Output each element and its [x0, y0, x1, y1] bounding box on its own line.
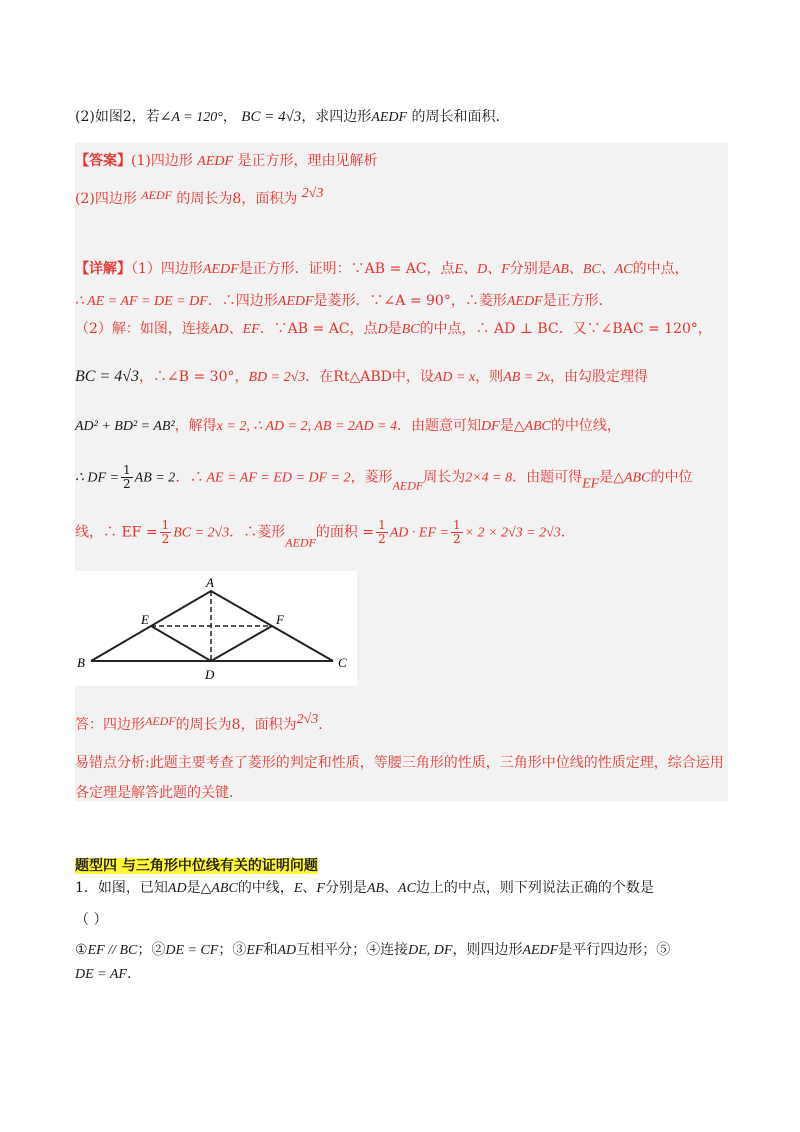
question-text: 、	[302, 880, 317, 896]
label-f: F	[276, 612, 284, 627]
option-text: 是平行四边形；⑤	[558, 942, 671, 958]
detail-text: ．又∵∠BAC = 120°，	[558, 321, 712, 337]
option-text: 互相平分；④连接	[296, 942, 409, 958]
fraction-half	[121, 464, 133, 491]
detail-label: 【详解】	[75, 261, 131, 277]
section-title	[75, 855, 318, 875]
section-heading: 题型四 与三角形中位线有关的证明问题	[75, 858, 318, 874]
question-text: ，求四边形	[301, 109, 372, 125]
triangle-figure	[75, 571, 357, 686]
equation: AD · EF =	[389, 525, 449, 541]
triangle-name: △ABC	[513, 419, 551, 434]
detail-text: 的中位线，	[550, 418, 621, 434]
detail-text: ，∴∠B = 30°，	[139, 369, 249, 385]
segment-name: BC	[401, 322, 420, 337]
detail-line-5	[75, 415, 621, 435]
option-text: 和	[263, 942, 278, 958]
fraction-denominator: 2	[378, 532, 386, 546]
segment-name: AC	[398, 881, 416, 896]
segment-name: AD	[167, 881, 187, 896]
detail-text: 分别是	[509, 261, 552, 277]
equation: AB = 2	[134, 470, 176, 486]
error-analysis-line-1: 易错点分析:此题主要考查了菱形的判定和性质，等腰三角形的性质，三角形中位线的性质定理，综合运用	[75, 755, 724, 771]
question-text: 的中线，	[237, 880, 294, 896]
angle-expression: ∠A = 120°	[159, 110, 223, 125]
fraction-numerator: 1	[123, 463, 131, 477]
pythagoras-equation: AD² + BD² = AB²	[75, 419, 175, 434]
question-text: 1．如图，已知	[75, 880, 168, 896]
detail-text: （1）四边形	[131, 261, 203, 277]
equation: AD = x	[433, 370, 476, 385]
bc-expression: BC = 4√3	[241, 109, 302, 125]
option-text: ；③	[218, 942, 247, 958]
quad-name: AEDF	[506, 294, 543, 309]
triangle-name: △ABC	[200, 881, 238, 896]
bc-expression: BC = 4√3	[75, 368, 140, 385]
answer-text: (2)四边形	[75, 191, 137, 207]
detail-text: ．∴菱形	[229, 524, 286, 541]
area-calc: × 2 × 2√3 = 2√3	[464, 525, 561, 541]
equation: ．∴ AE = AF = ED = DF = 2	[175, 470, 351, 486]
option-expression: EF // BC	[87, 943, 138, 958]
fraction-denominator: 2	[123, 477, 131, 491]
detail-text: 是正方形．证明：∵AB = AC，点	[238, 261, 455, 277]
error-analysis-line-2: 各定理是解答此题的关键.	[75, 785, 234, 801]
detail-text: ，由勾股定理得	[549, 369, 648, 385]
conclusion-text: 的周长为8，面积为	[175, 717, 297, 733]
equation: AB = 2x	[503, 370, 550, 385]
question-text: 的周长和面积.	[411, 109, 500, 125]
answer-line-1	[75, 150, 378, 170]
answer-label: 【答案】	[75, 153, 131, 169]
detail-line-7	[75, 519, 565, 551]
label-e: E	[141, 612, 149, 627]
segment-ed	[151, 626, 211, 661]
segment-name: EF	[582, 476, 600, 492]
quad-name: AEDF	[197, 154, 234, 169]
quad-name: AEDF	[202, 262, 239, 277]
detail-text: ，∴菱形	[450, 293, 507, 309]
fraction-half	[376, 519, 388, 546]
segment-names: DE, DF	[408, 943, 453, 958]
triangle-diagram	[75, 571, 357, 686]
label-d: D	[205, 667, 215, 682]
segment-name: DF	[481, 419, 500, 434]
question-1-stem	[75, 877, 654, 897]
option-text: ；②	[137, 942, 166, 958]
fraction-denominator: 2	[161, 532, 170, 546]
detail-text: 线，∴ EF =	[75, 524, 158, 541]
quad-name: AEDF	[285, 535, 316, 550]
point-name: F	[316, 881, 325, 896]
question-text: 分别是	[324, 880, 367, 896]
answer-line-2	[75, 186, 323, 208]
detail-text: ，则	[475, 369, 504, 385]
conclusion-line	[75, 712, 323, 734]
point-name: D	[377, 322, 388, 337]
equation: BC = 2√3	[173, 525, 230, 541]
quad-name: AEDF	[392, 478, 424, 493]
detail-text: 的中点，	[632, 261, 689, 277]
fraction-numerator: 1	[161, 518, 170, 532]
equation: ∴ AE = AF = DE = DF	[75, 294, 208, 309]
answer-text: (1)四边形	[131, 153, 193, 169]
segment-name: AB	[366, 881, 385, 896]
equation: ∴ DF =	[75, 470, 120, 486]
point-names: E、D、F	[454, 262, 510, 277]
area-value: 2√3	[296, 712, 319, 727]
separator: ，	[222, 109, 237, 125]
options-line-2	[75, 966, 131, 983]
detail-line-1	[75, 258, 689, 278]
segment-name: AD	[277, 943, 297, 958]
perimeter-calc: 2×4 = 8	[465, 470, 513, 486]
question-text: 是	[186, 880, 201, 896]
detail-text: ．由题意可知	[397, 418, 482, 434]
conclusion-text: .	[318, 717, 323, 733]
quad-name: AEDF	[371, 110, 408, 125]
answer-blank: （ ）	[75, 912, 108, 928]
detail-text: .	[560, 524, 566, 541]
options-line-1	[75, 939, 670, 959]
conclusion-text: 答：四边形	[75, 717, 145, 733]
detail-line-6	[75, 464, 692, 494]
option-text: ，则四边形	[452, 942, 523, 958]
option-expression: DE = CF	[165, 943, 219, 958]
detail-line-2	[75, 290, 603, 310]
area-value: 2√3	[301, 186, 324, 201]
fraction-numerator: 1	[378, 518, 386, 532]
quad-name: AEDF	[141, 188, 172, 202]
fraction-half	[160, 519, 172, 546]
bd-expression: BD = 2√3	[248, 370, 306, 385]
detail-text: ．由题可得	[512, 469, 583, 486]
question-part2	[75, 106, 500, 126]
option-text: ①	[75, 942, 88, 958]
solution-values: x = 2, ∴ AD = 2, AB = 2AD = 4	[216, 419, 398, 434]
quad-name: AEDF	[522, 943, 559, 958]
segment-names: AD、EF	[209, 322, 260, 337]
question-text: 边上的中点，则下列说法正确的个数是	[415, 880, 654, 896]
detail-text: 的中位	[650, 469, 693, 486]
detail-text: 是	[599, 469, 614, 486]
question-text: 、	[384, 880, 399, 896]
detail-line-3	[75, 318, 712, 338]
detail-text: 是	[387, 321, 402, 337]
detail-text: ．在Rt△ABD中，设	[305, 369, 434, 385]
triangle-name: △ABC	[613, 470, 651, 486]
detail-text: ，菱形	[350, 469, 393, 486]
point-name: E	[293, 881, 303, 896]
segment-names: AB、BC、AC	[551, 262, 633, 277]
detail-text: ．∵AB = AC，点	[259, 321, 378, 337]
segment-name: EF	[246, 943, 264, 958]
answer-text: 的周长为8，面积为	[176, 191, 298, 207]
detail-text: ．∴四边形	[207, 293, 278, 309]
detail-text: 的面积 =	[315, 524, 375, 541]
label-b: B	[77, 655, 85, 670]
detail-line-4	[75, 366, 648, 386]
fraction-numerator: 1	[452, 518, 461, 532]
option-expression: DE = AF	[75, 967, 127, 982]
option-text: .	[126, 966, 132, 982]
detail-text: ，解得	[174, 418, 217, 434]
detail-text: 是正方形.	[542, 293, 604, 309]
detail-text: 是菱形．∵∠A = 90°	[313, 293, 451, 309]
quad-name: AEDF	[145, 714, 176, 728]
question-text: (2)如图2，若	[75, 109, 160, 125]
detail-text: 是	[499, 418, 514, 434]
label-a: A	[206, 575, 214, 590]
fraction-half	[451, 519, 463, 546]
detail-text: 的中点，∴ AD ⊥ BC	[419, 321, 559, 337]
detail-text: 周长为	[423, 469, 466, 486]
answer-text: 是正方形，理由见解析	[237, 153, 378, 169]
segment-df	[211, 626, 272, 661]
detail-text: （2）解：如图，连接	[75, 321, 210, 337]
fraction-denominator: 2	[452, 532, 461, 546]
quad-name: AEDF	[277, 294, 314, 309]
label-c: C	[338, 655, 347, 670]
